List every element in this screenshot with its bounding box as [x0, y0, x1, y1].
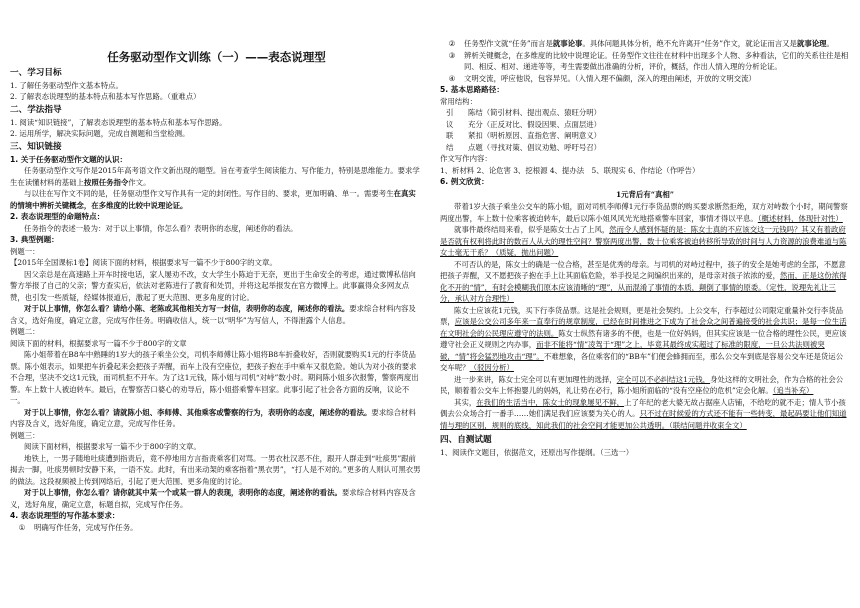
right-column — [440, 0, 850, 459]
structure-row: 议 充分（正反对比、假设因果、点面层进） — [446, 119, 602, 129]
requirement-item: ② 任务型作文就“任务”而言是就事论事。具体问题具体分析，绝不允许离开“任务”作文，就论证而言又是就事论理。 — [448, 39, 834, 48]
section-heading-objectives: 一、学习目标 — [10, 67, 62, 78]
essay-title: 1元背后有“真相” — [616, 189, 674, 199]
structure-label: 常用结构： — [440, 96, 477, 106]
steps-label: 作文写作内容： — [440, 154, 492, 163]
essay-paragraph: 就事件最终结局来看，似乎是陈女士占了上风，然而令人感到怀疑的是：陈女士真的不应该交这一元钱吗？其又有着政府是否就有权利将此时的数百人从大的理性空间？警察两度出警，数十位乘客被迫转移所导致的时间与人力资源的浪费难道与陈女士毫无干系？（质疑，抛出问题） — [440, 225, 847, 257]
example-task: 对于以上事情，你怎么看？请给小陈、老陈或其他相关方写一封信，表明你的态度，阐述你的看法。要求综合材料内容及含义，选好角度，确定立意，完成写作任务。明确收信人，统一以“明华”为写信人，不得泄露个人信息。 — [10, 304, 416, 325]
requirement-item: ③ 辨析关键概念，在多维度的比较中说理论证。任务型作文往往在材料中出现多个人物、多种看法，它们的关系往往是相同、相反、相对、递进等等，考生需要做出准确的分析，评价，概括，作出人情入理的分析论证。 — [448, 50, 849, 71]
example-task: 对于以上事情，你怎么看？请你就其中某一个或某一群人的表现，表明你的态度，阐述你的看法。要求综合材料内容及含义，选好角度，确定立意，标题自拟，完成写作任务。 — [10, 488, 416, 509]
requirement-item: ④ 文明交流，呼应他说，包容异见。（入情入理不偏颇，深入的理由阐述，开放的文明交流） — [448, 73, 756, 83]
paragraph: 与以往在写作文不同的是，任务驱动型作文写作具有一定的封闭性。写作目的、要求，更加明确、单一。需要考生在真实的情境中辨析关键概念，在多维度的比较中说理论证。 — [10, 189, 416, 210]
example-source: 阅读下面的材料，根据要求写一篇不少于800字的文章 — [10, 338, 187, 348]
structure-row: 引 陈结（简引材料、提出观点、猿旺分明） — [446, 108, 602, 117]
essay-paragraph: 带着1岁大孩子乘坐公交车的陈小姐，面对司机李师傅1元行李货品票的购买要求断然拒绝，双方对峙数个小时，期间警察两度出警，车上数十位乘客被迫转车，最后以陈小姐风风光光地搭乘警车回家，事情才得以平息。（概述材料，体现针对性） — [440, 202, 848, 223]
example-label: 例题三： — [10, 430, 40, 440]
objective-item: 2. 了解表态说理型的基本特点和基本写作思路。（重难点） — [10, 92, 201, 101]
structure-row: 结 点题（寻找对策、倡议劝勉、呼吁号召） — [446, 142, 602, 152]
essay-paragraph: 不可否认的是，陈女士的确是一位合格，甚至是优秀的母亲。与司机的对峙过程中，孩子的安全是她考虑的全部，不愿意把孩子弄醒，又不愿把孩子抱在手上让其面临危险，举手投足之间编织出来的，是母亲对孩子浓浓的爱，然而，正是这份浓得化不开的“情”，有时会模糊我们原本应该清晰的“理”，从而混淆了事情的本质，颠倒了事情的原委。（定性，说理先礼让三分，承认对方合理性） — [440, 259, 847, 303]
example-task: 对于以上事情，你怎么看？请就陈小姐、李师傅、其他乘客或警察的行为，表明你的态度，阐述你的看法。要求综合材料内容及含义，选好角度，确定立意，完成写作任务。 — [10, 407, 416, 428]
subheading-approach: 5. 基本思路路径： — [440, 85, 504, 94]
subheading-sample-essay: 6. 例文欣赏： — [440, 177, 489, 186]
section-heading-knowledge: 三、知识链接 — [10, 141, 62, 152]
example-material: 地铁上，一男子随地吐痰遭到指责后，竟不停地用方言指责乘客们对骂。一男衣杜汉恶不住，跟开人群走到“吐痰男”跟前揭去一脚，吐痰男顿时安静下来，一语不发。此时，有出来动架的乘客指着“黑衣男”，“打人是不对的。”更多的人则认可黑衣男的做法。这段视频被上传到网络后，引起了更大范围、更多角度的讨论。 — [10, 453, 421, 486]
paragraph: 任务指令的表述一般为：对于以上事情，你怎么看？表明你的态度，阐述你的看法。 — [24, 223, 298, 233]
subheading-understanding: 1. 关于任务驱动型作文题的认识： — [10, 154, 128, 164]
page-title: 任务驱动型作文训练（一）——表态说理型 — [107, 50, 326, 64]
method-item: 2. 运用所学，解决实际问题，完成自测题和当堂检测。 — [10, 129, 190, 138]
example-label: 例题二： — [10, 327, 40, 336]
essay-paragraph: 其实，在我们的生活当中，陈女士的现象屡见不鲜，上了年纪的老大婆无故占据座人店铺，不给吃的就不走；情人节小孩偶去公众场合打一番手……她们满足我们应该要为关心的人。只不过在时候爱的方式还不能有一些转变，最起码要让他们知道情与理的区别，规则的底线，知此我们的社会空间才能更加公共透明。（联结问题并收束全文） — [440, 397, 847, 430]
steps-list: 1、析材料 2、论危害 3、挖根源 4、提办法 5、联现实 6、作结论（作呼告） — [440, 165, 700, 175]
essay-paragraph: 进一步来讲，陈女士完全可以有更加理性的选择，完全可以不必纠结这1元钱，身处这样的文明社会，作为合格的社会公民，顺着着公交车上怀抱婴儿的妈妈，礼让势在必行，陈小姐所面临的“没有空座位的危机”定会化解。（追当补充） — [440, 374, 844, 395]
subheading-features: 2. 表态说理型的命题特点： — [10, 212, 105, 221]
subheading-requirements: 4. 表态说理型的写作基本要求： — [10, 511, 120, 520]
section-heading-method: 二、学法指导 — [10, 104, 62, 115]
self-test-item: 1、阅读作文题目，依据范文，还原出写作提纲。（三选一） — [440, 448, 634, 457]
structure-row: 联 紧扣（明析原因、直指危害、阐明意义） — [446, 131, 602, 140]
left-column — [10, 0, 423, 533]
section-heading-self-test: 四、自测试题 — [440, 435, 492, 445]
essay-paragraph: 陈女士应该花1元钱，买下行李货品票。这是社会规则，更是社会契约。上公交车，行李超过公司限定重量补交行李货品票，应该是公交公司多年来一直奉行的规章制度，已经在时间推进之下成为了社会众之间普遍接受的社会共识；是每一位生活在文明社会的公民理应遵守的法则。陈女士纵然有诸多的不便，也是一位好妈妈，但其实应该是一位合格的理性公民，更应该遵守社会正义规则之内办事，而非不能将“情”凌驾于“理”之上，毕竟其最终成实超过了标准的限度，一旦公共法则被突破，“情”将会猛烈地攻击“理”。不难想象，各位乘客们的“BB车”们便会蜂拥而至，那么公交车到底是容易公交车还是货运公交车呢？（驳因分析） — [440, 305, 847, 372]
example-material: 因父亲总是在高速路上开车时接电话，家人屡劝不改，女大学生小陈迫于无奈，更出于生命安全的考虑，通过微博私信向警方举报了自己的父亲；警方查实后，依法对老陈进行了教育和处罚，并将这起举报发在官方微博上。此事赢得众多网友点赞，也引发一些质疑，经媒体报道后，激起了更大范围、更多角度的讨论。 — [10, 269, 416, 302]
objective-item: 1. 了解任务驱动型作文基本特点。 — [10, 80, 123, 90]
example-source: 阅读下面材料，根据要求写一篇不少于800字的文章。 — [24, 442, 201, 451]
paragraph: 任务驱动型作文写作是2015年高考语文作文新出现的题型。旨在考查学生阅读能力、写作能力，特别是思维能力。要求学生在读懂材料的基础上按照任务指令作文。 — [10, 166, 420, 187]
subheading-examples: 3. 典型例题： — [10, 235, 59, 244]
example-label: 例题一： — [10, 246, 40, 256]
example-material: 陈小姐带着在B8车中熟睡的1岁大的孩子乘坐公交，司机李师傅让陈小姐将B8车折叠收好，否则就要购买1元的行李货品票。陈小姐表示，如果把车折叠起来会把孩子弄醒，而车上没有空座位，把孩子抱在手中乘车又很危险。她认为对小孩的要求不合理，坚决不交这1元钱，而司机拒不开车。为了这1元钱，陈小姐与司机“对峙”数小时。期间陈小姐多次报警，警察两度出警。车上数十人被迫转车。最后，在警察苦口婆心的劝导后，陈小姐搭乘警车回家。此事引起了社会各方面的反响，议论不一。 — [10, 350, 419, 405]
method-item: 1. 阅读“知识链接”，了解表态说理型的基本特点和基本写作思路。 — [10, 117, 227, 127]
example-source: 【2015年全国课标1卷】阅读下面的材料，根据要求写一篇不少于800字的文章。 — [10, 258, 277, 267]
requirement-item: ① 明确写作任务，完成写作任务。 — [18, 522, 138, 532]
